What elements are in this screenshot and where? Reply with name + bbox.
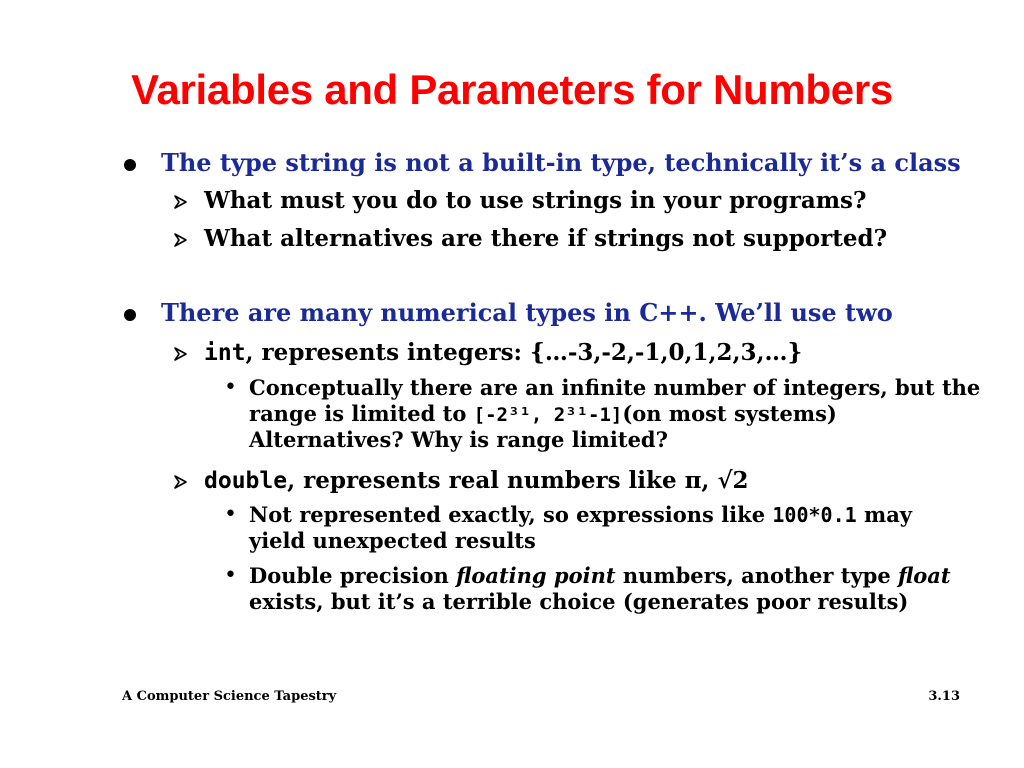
sub-bullet-int <box>204 338 1024 368</box>
arrowhead-icon <box>171 192 191 212</box>
bullet-numerical-types: There are many numerical types in C++. We’ll use two <box>161 298 893 327</box>
filled-circle-icon <box>124 309 136 321</box>
float-emphasis: float <box>898 563 951 588</box>
double-detail-2-line-2: exists, but it’s a terrible choice (generates poor results) <box>249 589 909 614</box>
slide-title: Variables and Parameters for Numbers <box>131 66 893 113</box>
filled-circle-icon <box>124 159 136 171</box>
small-dot-icon: • <box>224 375 237 400</box>
bullet-string-type: The type string is not a built-in type, technically it’s a class <box>161 148 961 177</box>
footer-course-title: A Computer Science Tapestry <box>122 689 337 704</box>
double-detail-1-text-b: may <box>856 502 912 527</box>
int-description: , represents integers: {…-3,-2,-1,0,1,2,3,…} <box>245 339 803 366</box>
sub-bullet-alternatives: What alternatives are there if strings not supported? <box>204 225 888 252</box>
int-code: int <box>204 340 246 366</box>
double-description: , represents real numbers like π, √2 <box>287 467 749 494</box>
footer-slide-number: 3.13 <box>928 689 960 704</box>
sub-bullet-double <box>204 466 1024 496</box>
double-detail-2-text-a: Double precision <box>249 563 457 588</box>
int-detail-range-text: range is limited to <box>249 401 474 426</box>
arrowhead-icon <box>171 230 191 250</box>
int-detail-systems-text: (on most systems) <box>622 401 837 426</box>
floating-point-emphasis: floating point <box>456 563 616 588</box>
double-detail-1-line-2: yield unexpected results <box>249 528 536 553</box>
int-range-code: [-2³¹, 2³¹-1] <box>473 404 623 426</box>
int-detail-line-2 <box>249 401 1024 428</box>
sub-bullet-use-strings: What must you do to use strings in your programs? <box>204 187 867 214</box>
small-dot-icon: • <box>224 563 237 588</box>
double-detail-1-text-a: Not represented exactly, so expressions like <box>249 502 773 527</box>
double-detail-2-line-1 <box>249 563 1024 589</box>
double-code: double <box>204 468 288 494</box>
int-detail-line-1: Conceptually there are an infinite number of integers, but the <box>249 375 981 400</box>
double-detail-1-line-1 <box>249 502 1024 528</box>
arrowhead-icon <box>171 472 191 492</box>
arrowhead-icon <box>171 344 191 364</box>
expression-code: 100*0.1 <box>772 503 857 527</box>
small-dot-icon: • <box>224 502 237 527</box>
int-detail-line-3: Alternatives? Why is range limited? <box>249 427 668 452</box>
double-detail-2-text-b: numbers, another type <box>615 563 899 588</box>
